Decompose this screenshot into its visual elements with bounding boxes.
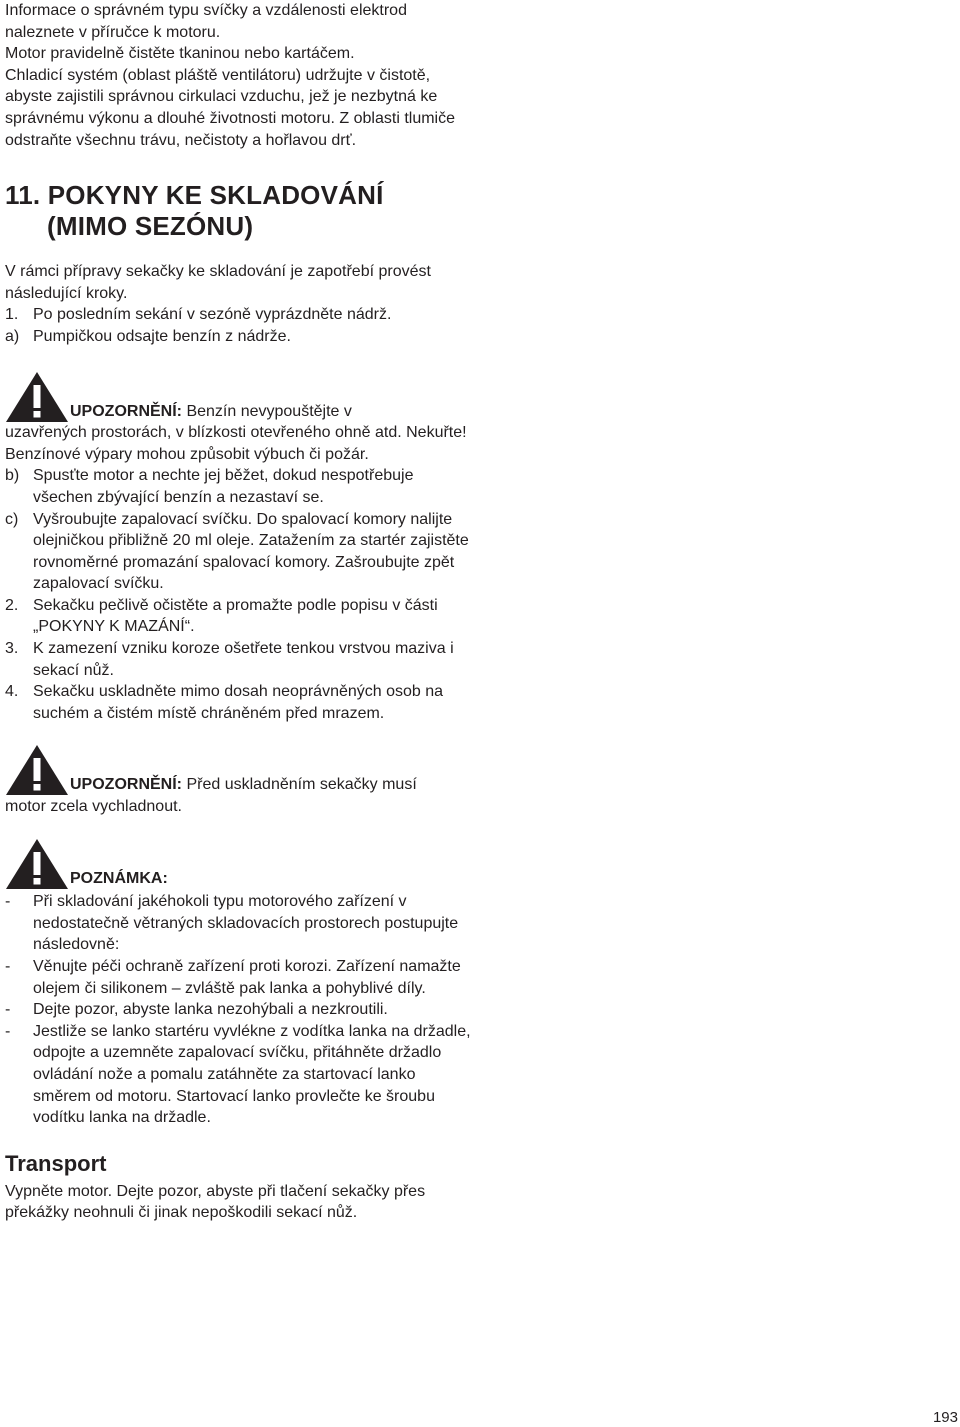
note-text: Věnujte péči ochraně zařízení proti korozi. Zařízení namažte olejem či silikonem – zvláště pak lanka a pohyblivé díly.	[33, 958, 461, 997]
note-marker: -	[5, 958, 11, 975]
warning-triangle-icon	[5, 371, 69, 423]
step-text: Sekačku pečlivě očistěte a promažte podle popisu v části „POKYNY K MAZÁNÍ“.	[33, 596, 438, 636]
note-marker: -	[5, 893, 11, 911]
warning-text-first	[5, 744, 475, 796]
step-item	[5, 304, 475, 326]
note-item	[5, 956, 475, 999]
step-item	[5, 465, 475, 508]
step-text: K zamezení vzniku koroze ošetřete tenkou vrstvou maziva i sekací nůž.	[33, 640, 454, 679]
step-marker: a)	[5, 327, 20, 345]
step-marker: 1.	[5, 306, 19, 324]
step-marker: 4.	[5, 683, 19, 701]
step-text: Vyšroubujte zapalovací svíčku. Do spalovací komory nalijte olejničkou přibližně 20 ml oleje. Zatažením za startér zajistěte rovnoměrné promazání spalovací komory. Zašroubujte zpět zapalovací svíčku.	[33, 510, 469, 593]
step-item	[5, 638, 475, 681]
warning-text-rest: uzavřených prostorách, v blízkosti otevřeného ohně atd. Nekuřte! Benzínové výpary mohou způsobit výbuch či požár.	[5, 424, 467, 463]
step-text: Po posledním sekání v sezóně vyprázdněte nádrž.	[33, 306, 392, 324]
section-heading-line1: 11. POKYNY KE SKLADOVÁNÍ	[5, 180, 384, 211]
intro-paragraph-2: Motor pravidelně čistěte tkaninou nebo kartáčem.	[5, 45, 355, 63]
warning-text-rest: motor zcela vychladnout.	[5, 798, 182, 816]
note-heading	[5, 838, 475, 892]
step-marker: c)	[5, 510, 19, 528]
note-marker: -	[5, 1022, 11, 1040]
step-marker: 3.	[5, 640, 19, 658]
intro-paragraph-3: Chladicí systém (oblast pláště ventilátoru) udržujte v čistotě, abyste zajistili správnou cirkulaci vzduchu, jež je nezbytná ke správnému výkonu a dlouhé životnosti motoru. Z oblasti tlumiče odstraňte všechnu trávu, nečistoty a hořlavou drť.	[5, 66, 455, 149]
step-text: Sekačku uskladněte mimo dosah neoprávněných osob na suchém a čistém místě chráněném před mrazem.	[33, 683, 444, 722]
step-item	[5, 509, 475, 595]
step-item	[5, 681, 475, 724]
warning-text: Benzín nevypouštějte v	[182, 402, 352, 420]
step-item	[5, 595, 475, 638]
note-marker: -	[5, 1001, 11, 1019]
step-marker: b)	[5, 467, 20, 485]
warning-notice-2	[5, 744, 475, 817]
warning-text-first	[5, 371, 475, 423]
transport-heading: Transport	[5, 1150, 107, 1176]
note-text: Dejte pozor, abyste lanka nezohýbali a nezkroutili.	[33, 1001, 388, 1019]
document-page	[5, 0, 475, 1224]
warning-triangle-icon	[5, 744, 69, 796]
note-item	[5, 1021, 475, 1129]
intro-block	[5, 0, 475, 151]
section-heading	[5, 180, 475, 242]
note-text: Jestliže se lanko startéru vyvlékne z vodítka lanka na držadle, odpojte a uzemněte zapalovací svíčku, přitáhněte držadlo ovládání nože a pomalu zatáhněte za startovací lanko směrem od motoru. Startovací lanko provlečte ke šroubu vodítku lanka na držadle.	[33, 1022, 471, 1127]
step-text: Pumpičkou odsajte benzín z nádrže.	[33, 327, 291, 345]
storage-steps	[5, 465, 475, 724]
warning-notice-1	[5, 371, 475, 466]
note-text: Při skladování jakéhokoli typu motorového zařízení v nedostatečně větraných skladovacích prostorech postupujte následovně:	[33, 893, 459, 954]
transport-text: Vypněte motor. Dejte pozor, abyste při tlačení sekačky přes překážky neohnuli či jinak nepoškodili sekací nůž.	[5, 1182, 426, 1222]
warning-label: UPOZORNĚNÍ:	[70, 402, 182, 420]
note-notice	[5, 838, 475, 1129]
note-item	[5, 999, 475, 1021]
note-item	[5, 891, 475, 956]
section-heading-line2: (MIMO SEZÓNU)	[47, 211, 254, 242]
step-marker: 2.	[5, 596, 19, 614]
step-item	[5, 326, 475, 348]
warning-text: Před uskladněním sekačky musí	[182, 776, 417, 794]
warning-triangle-icon	[5, 838, 69, 890]
storage-intro: V rámci přípravy sekačky ke skladování je zapotřebí provést následující kroky.	[5, 263, 431, 302]
page-number: 193	[932, 1409, 958, 1426]
step-text: Spusťte motor a nechte jej běžet, dokud nespotřebuje všechen zbývající benzín a nezastaví se.	[33, 467, 414, 506]
note-label: POZNÁMKA:	[70, 869, 168, 887]
intro-paragraph-1: Informace o správném typu svíčky a vzdálenosti elektrod naleznete v příručce k motoru.	[5, 2, 407, 41]
warning-label: UPOZORNĚNÍ:	[70, 776, 182, 794]
